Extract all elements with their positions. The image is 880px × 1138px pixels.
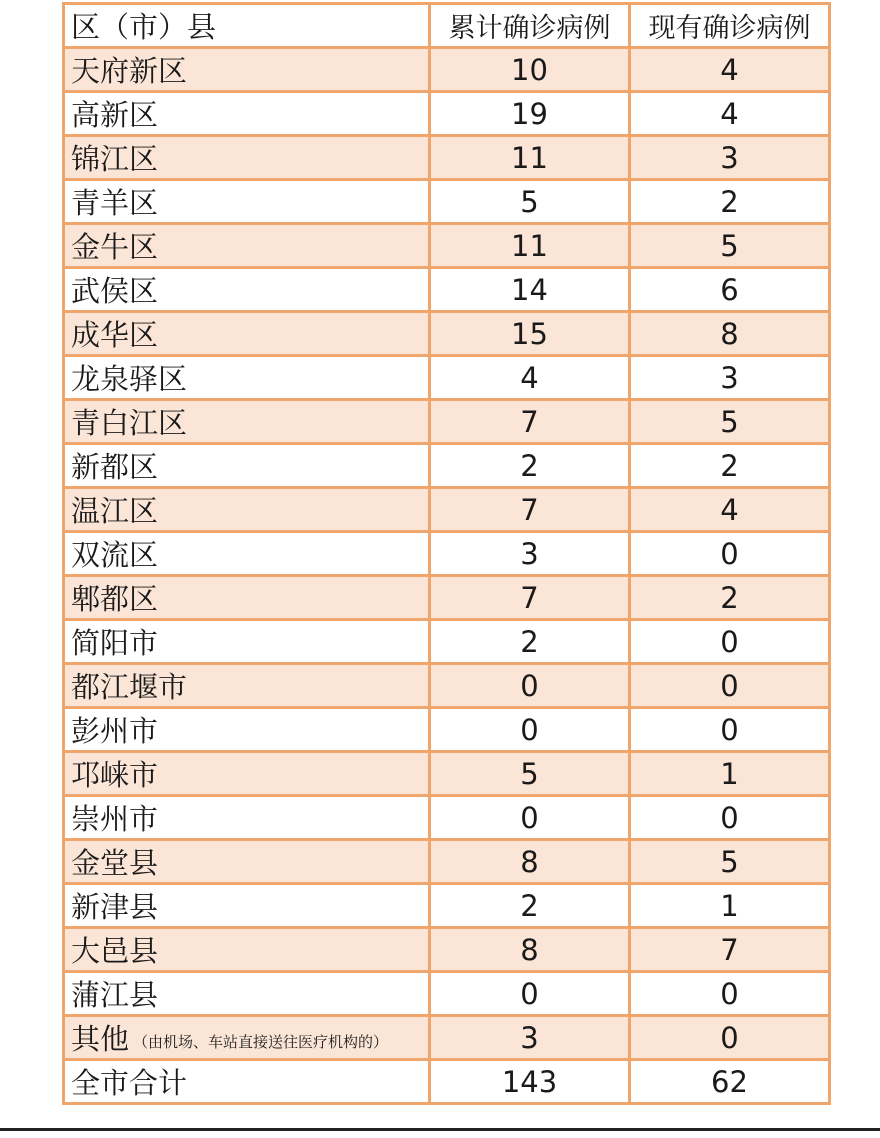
table-row: [64, 92, 830, 136]
table-row: [64, 928, 830, 972]
table-row: [64, 312, 830, 356]
header-district: 区（市）县: [64, 4, 430, 48]
district-name-cell: [64, 180, 430, 224]
district-name-cell: [64, 400, 430, 444]
current-cases-cell: 3: [630, 356, 830, 400]
current-cases-cell: 0: [630, 620, 830, 664]
district-name: 龙泉驿区: [71, 362, 188, 396]
bottom-divider: [0, 1128, 880, 1131]
cumulative-cases-cell: 15: [430, 312, 630, 356]
district-name: 崇州市: [71, 802, 159, 836]
current-cases-cell: 0: [630, 532, 830, 576]
district-name-cell: [64, 92, 430, 136]
current-cases-cell: 0: [630, 664, 830, 708]
cumulative-cases-cell: 5: [430, 752, 630, 796]
district-name-cell: [64, 488, 430, 532]
district-name-cell: [64, 796, 430, 840]
current-cases-cell: 1: [630, 752, 830, 796]
district-name-cell: [64, 620, 430, 664]
district-name-cell: [64, 444, 430, 488]
district-name: 蒲江县: [71, 978, 159, 1012]
table-row: [64, 356, 830, 400]
current-cases-cell: 3: [630, 136, 830, 180]
district-name-cell: [64, 312, 430, 356]
district-name: 大邑县: [71, 934, 159, 968]
table-row: [64, 884, 830, 928]
current-cases-cell: 0: [630, 1016, 830, 1060]
district-name-cell: [64, 884, 430, 928]
table-row: [64, 488, 830, 532]
district-name: 天府新区: [71, 54, 188, 88]
district-name: 成华区: [71, 318, 159, 352]
cumulative-cases-cell: 7: [430, 576, 630, 620]
district-name: 新津县: [71, 890, 159, 924]
table-row: [64, 664, 830, 708]
current-cases-cell: 7: [630, 928, 830, 972]
cumulative-cases-cell: 8: [430, 928, 630, 972]
district-name: 彭州市: [71, 714, 159, 748]
cumulative-cases-cell: 19: [430, 92, 630, 136]
table-row: [64, 444, 830, 488]
cases-table: [62, 2, 831, 1105]
table-row: [64, 620, 830, 664]
header-cumulative: 累计确诊病例: [430, 4, 630, 48]
current-cases-cell: 4: [630, 488, 830, 532]
table-header-row: [64, 4, 830, 48]
header-current: 现有确诊病例: [630, 4, 830, 48]
table-row: [64, 972, 830, 1016]
cumulative-cases-cell: 0: [430, 708, 630, 752]
cumulative-cases-cell: 0: [430, 972, 630, 1016]
table-row: [64, 576, 830, 620]
cumulative-cases-cell: 8: [430, 840, 630, 884]
current-cases-cell: 4: [630, 92, 830, 136]
district-name: 锦江区: [71, 142, 159, 176]
table-row: [64, 752, 830, 796]
current-cases-cell: 2: [630, 180, 830, 224]
table-row: [64, 48, 830, 92]
cumulative-cases-cell: 2: [430, 444, 630, 488]
district-name: 新都区: [71, 450, 159, 484]
current-cases-cell: 5: [630, 400, 830, 444]
cumulative-cases-cell: 0: [430, 664, 630, 708]
cumulative-cases-cell: 2: [430, 884, 630, 928]
district-note: （由机场、车站直接送往医疗机构的）: [133, 1032, 389, 1051]
cumulative-cases-cell: 4: [430, 356, 630, 400]
cumulative-cases-cell: 7: [430, 400, 630, 444]
district-name-cell: [64, 48, 430, 92]
district-name: 其他: [71, 1022, 130, 1056]
table-row: [64, 400, 830, 444]
district-name-cell: [64, 972, 430, 1016]
district-name: 金牛区: [71, 230, 159, 264]
total-row: [64, 1060, 830, 1104]
cumulative-cases-cell: 14: [430, 268, 630, 312]
current-cases-cell: 5: [630, 224, 830, 268]
current-cases-cell: 4: [630, 48, 830, 92]
cumulative-cases-cell: 11: [430, 136, 630, 180]
current-cases-cell: 1: [630, 884, 830, 928]
current-cases-cell: 8: [630, 312, 830, 356]
table-row: [64, 532, 830, 576]
district-name: 郫都区: [71, 582, 159, 616]
cumulative-cases-cell: 5: [430, 180, 630, 224]
table-row: [64, 268, 830, 312]
table-row: [64, 224, 830, 268]
cumulative-cases-cell: 0: [430, 796, 630, 840]
current-cases-cell: 5: [630, 840, 830, 884]
cumulative-cases-cell: 2: [430, 620, 630, 664]
district-name-cell: [64, 708, 430, 752]
total-name-cell: 全市合计: [64, 1060, 430, 1104]
district-name-cell: [64, 268, 430, 312]
district-name-cell: [64, 532, 430, 576]
district-name: 青羊区: [71, 186, 159, 220]
table-row: [64, 796, 830, 840]
district-name-cell: [64, 576, 430, 620]
cumulative-cases-cell: 10: [430, 48, 630, 92]
current-cases-cell: 0: [630, 708, 830, 752]
district-name-cell: [64, 224, 430, 268]
district-name-cell: [64, 1016, 430, 1060]
district-name: 温江区: [71, 494, 159, 528]
cumulative-cases-cell: 3: [430, 532, 630, 576]
district-name: 金堂县: [71, 846, 159, 880]
table-row: [64, 1016, 830, 1060]
table-row: [64, 840, 830, 884]
current-cases-cell: 0: [630, 796, 830, 840]
total-cumulative-cell: 143: [430, 1060, 630, 1104]
district-name-cell: [64, 356, 430, 400]
cumulative-cases-cell: 11: [430, 224, 630, 268]
district-name: 都江堰市: [71, 670, 188, 704]
current-cases-cell: 6: [630, 268, 830, 312]
table-row: [64, 708, 830, 752]
district-name-cell: [64, 928, 430, 972]
cumulative-cases-cell: 3: [430, 1016, 630, 1060]
table-row: [64, 136, 830, 180]
cumulative-cases-cell: 7: [430, 488, 630, 532]
district-name: 武侯区: [71, 274, 159, 308]
current-cases-cell: 0: [630, 972, 830, 1016]
district-name-cell: [64, 664, 430, 708]
district-name-cell: [64, 136, 430, 180]
district-name-cell: [64, 840, 430, 884]
district-name: 简阳市: [71, 626, 159, 660]
cases-table-container: [62, 2, 828, 1105]
current-cases-cell: 2: [630, 444, 830, 488]
district-name: 双流区: [71, 538, 159, 572]
total-current-cell: 62: [630, 1060, 830, 1104]
current-cases-cell: 2: [630, 576, 830, 620]
district-name-cell: [64, 752, 430, 796]
district-name: 青白江区: [71, 406, 188, 440]
table-row: [64, 180, 830, 224]
district-name: 邛崃市: [71, 758, 159, 792]
district-name: 高新区: [71, 98, 159, 132]
